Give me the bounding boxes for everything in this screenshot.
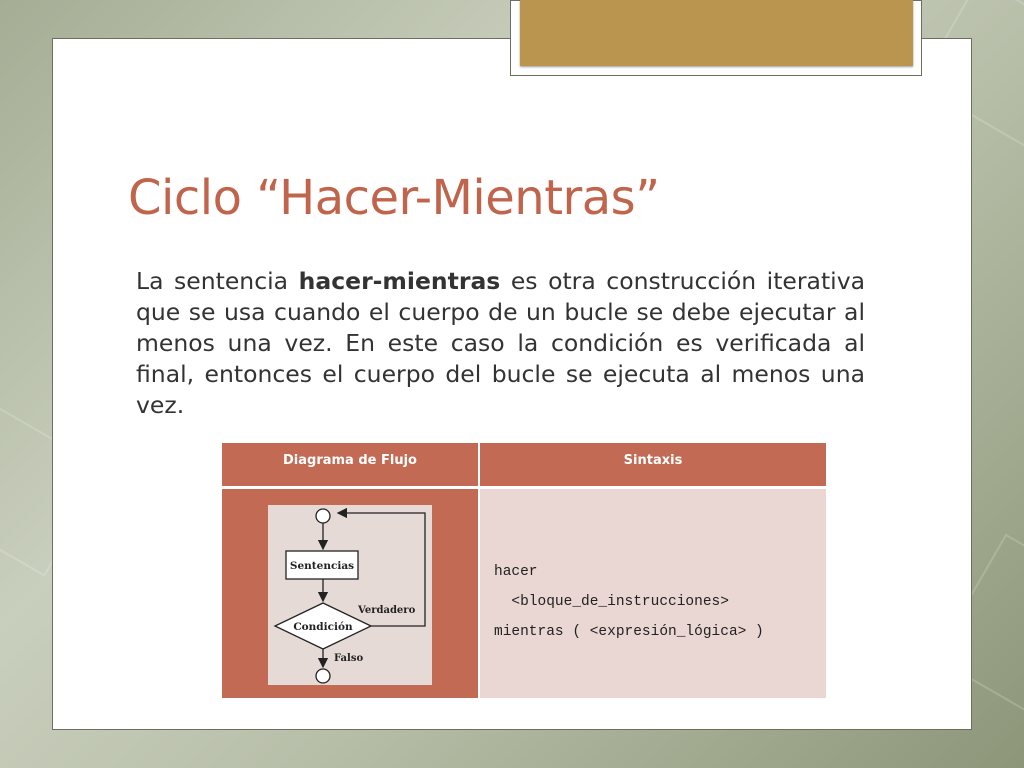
- flowchart-start-node: [316, 509, 330, 523]
- accent-bar: [520, 0, 913, 66]
- code-line: <bloque_de_instrucciones>: [494, 594, 729, 610]
- body-text-end: es otra construcción iterativa que se usa cuando el cuerpo de un bucle se debe ejecutar al menos una vez. En este caso la condición es verificada al final, entonces el cuerpo del bucle se ejecuta al menos una vez.: [136, 267, 865, 419]
- comparison-table: [222, 443, 826, 698]
- slide-title: Ciclo “Hacer-Mientras”: [128, 170, 660, 226]
- flowchart-false-label: Falso: [334, 653, 364, 664]
- syntax-code-block: [494, 557, 764, 647]
- table-header-syntax: Sintaxis: [480, 443, 826, 486]
- table-header-flowchart: Diagrama de Flujo: [222, 443, 478, 486]
- flowchart-process-label: Sentencias: [289, 560, 355, 572]
- code-line: hacer: [494, 564, 538, 580]
- body-text-start: La sentencia: [136, 267, 299, 295]
- code-line: mientras ( <expresión_lógica> ): [494, 624, 764, 640]
- flowchart-image: [268, 505, 432, 685]
- flowchart-true-label: Verdadero: [358, 605, 416, 616]
- table-cell-syntax: [480, 489, 826, 698]
- flowchart-diagram: [268, 505, 432, 685]
- flowchart-end-node: [316, 669, 330, 683]
- slide-body-text: [136, 266, 865, 421]
- flowchart-decision-label: Condición: [293, 621, 353, 633]
- body-text-keyword: hacer-mientras: [298, 267, 501, 295]
- table-cell-flowchart: [222, 489, 478, 698]
